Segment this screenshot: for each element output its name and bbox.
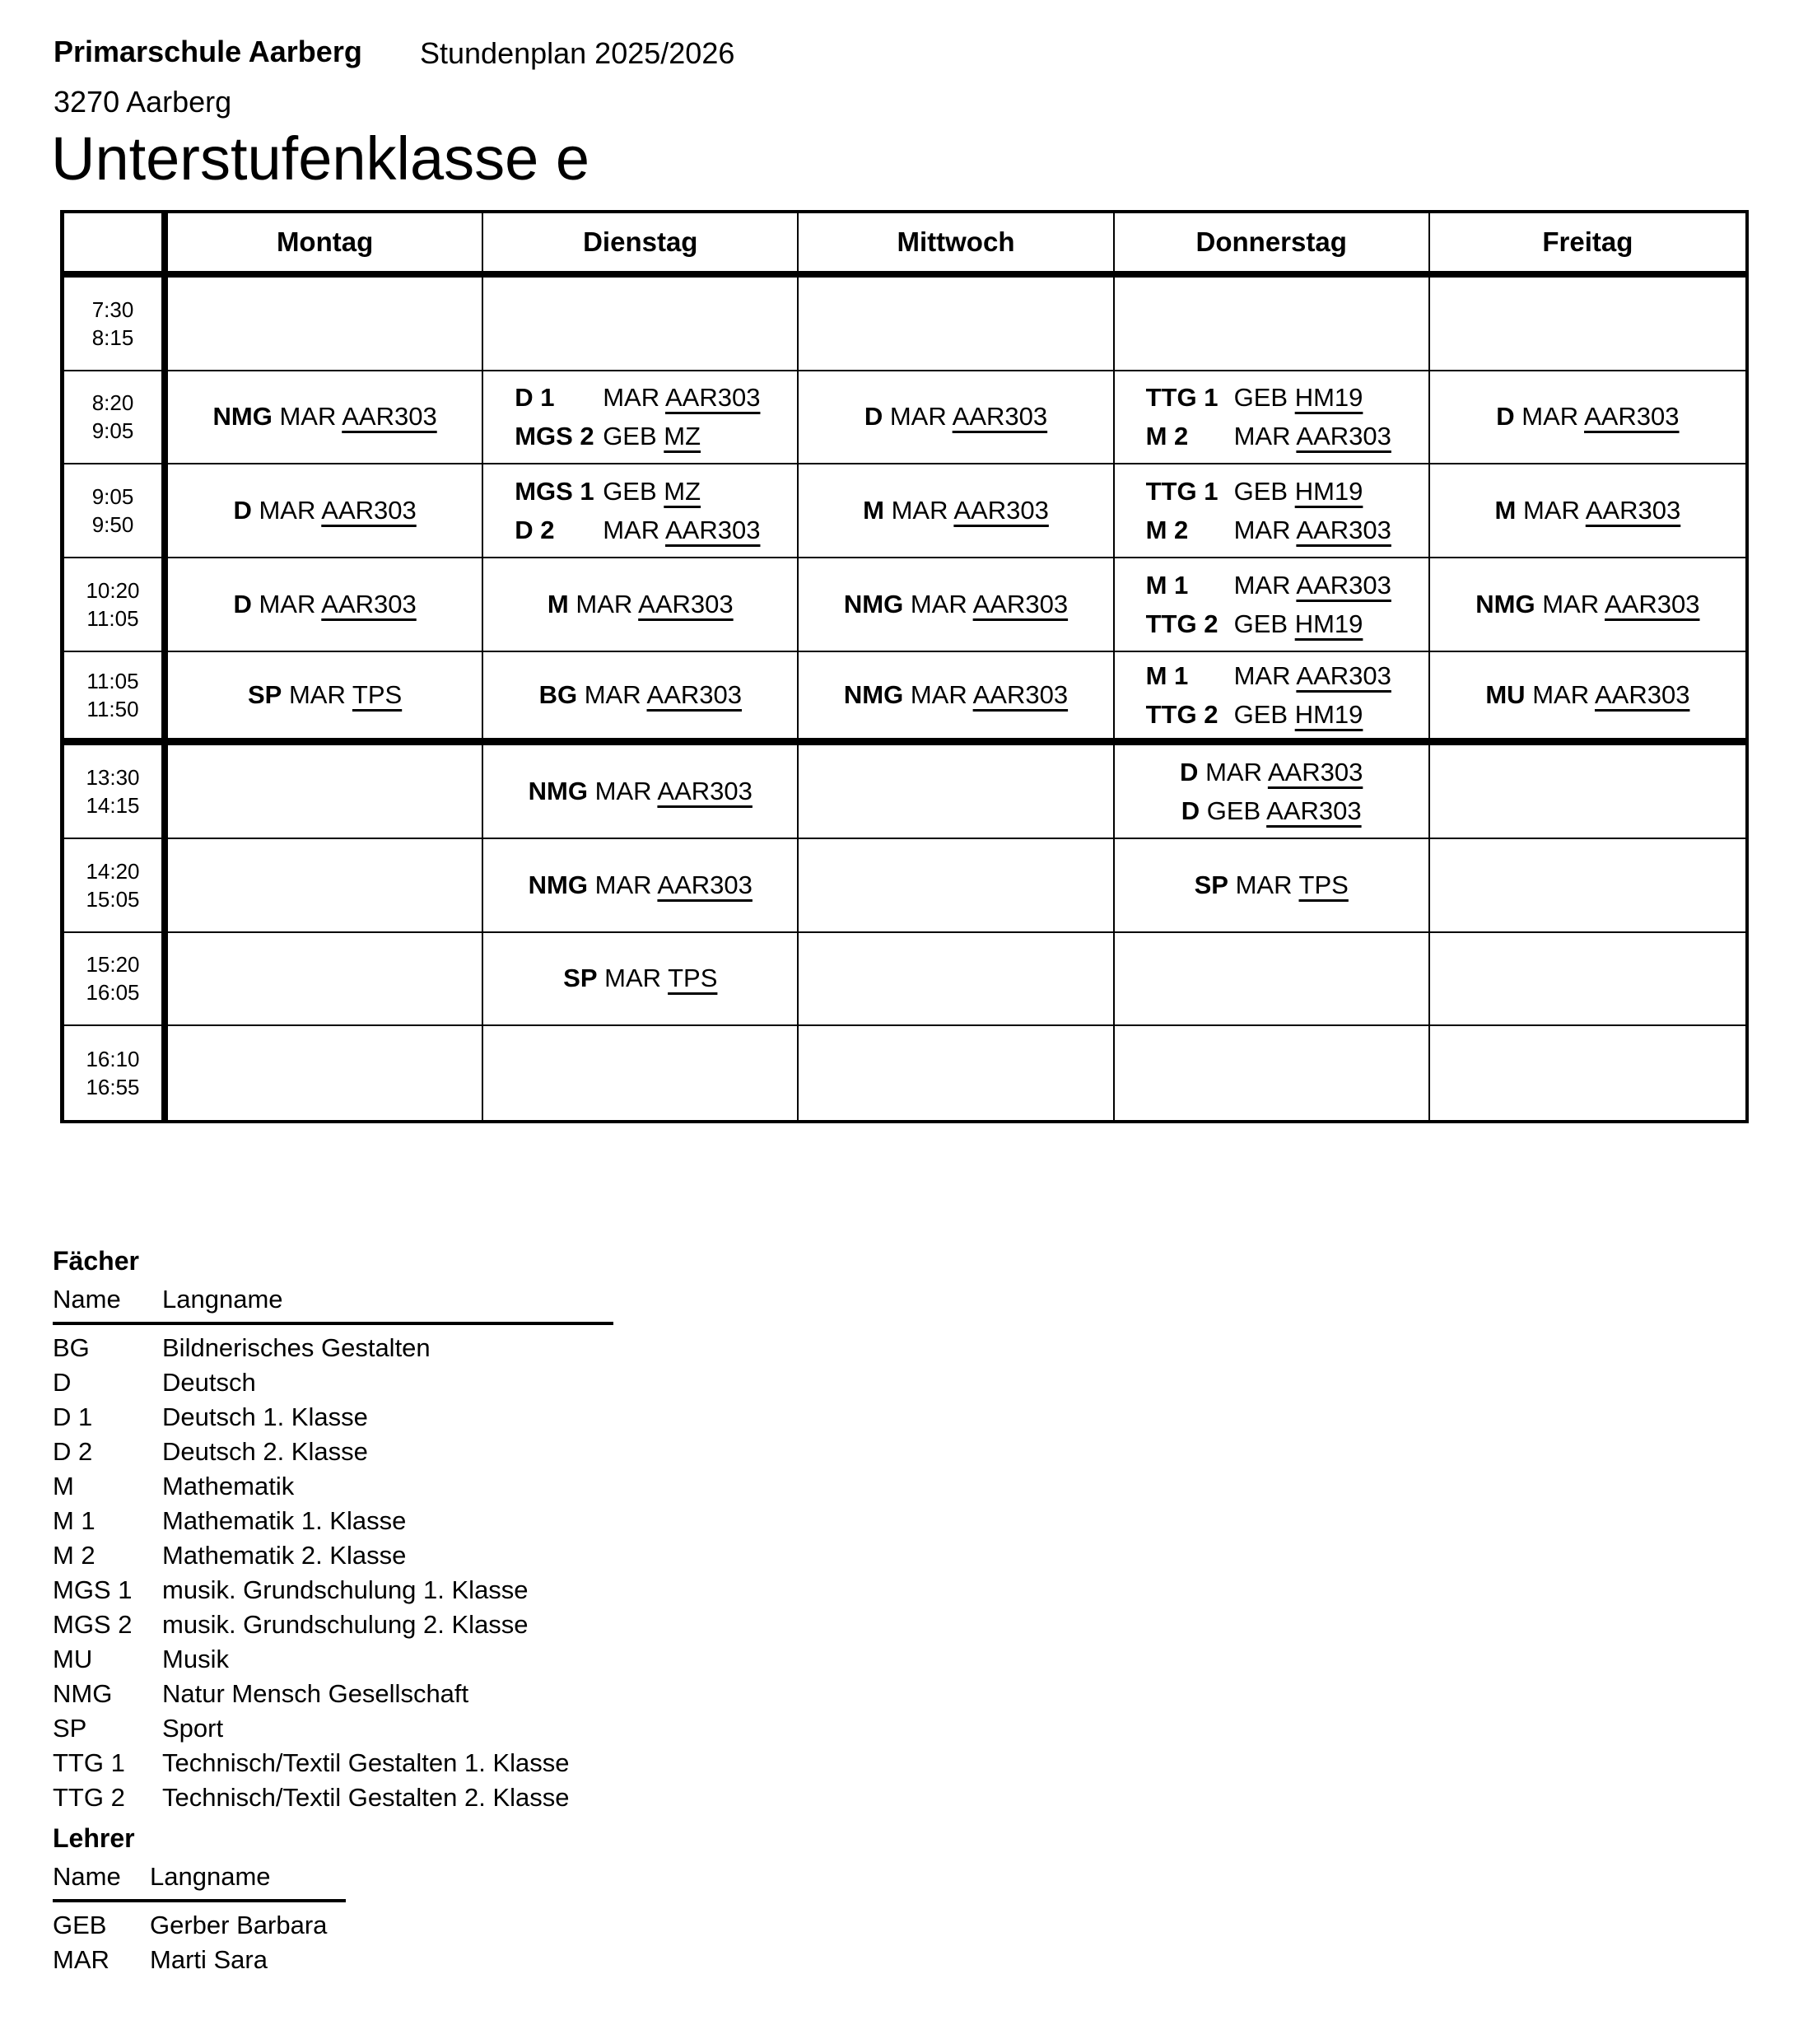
lesson-entry <box>233 590 416 619</box>
room-code: AAR303 <box>952 402 1048 432</box>
subject-row-longname: musik. Grundschulung 2. Klasse <box>162 1610 529 1639</box>
subject-code: TTG 2 <box>1145 699 1219 729</box>
timetable-cell <box>1115 278 1430 371</box>
subject-code: SP <box>247 679 282 709</box>
time-end: 14:15 <box>86 793 140 819</box>
timetable-cell <box>799 745 1114 839</box>
teacher-code: MAR <box>891 496 948 525</box>
timetable-cell <box>799 464 1114 558</box>
teacher-code: MAR <box>1233 516 1291 545</box>
subject-code: M 1 <box>1145 570 1189 600</box>
timetable-cell <box>1430 371 1745 465</box>
time-end: 11:50 <box>86 696 139 721</box>
lesson-pair <box>1180 753 1363 830</box>
subject-row-longname: Mathematik 1. Klasse <box>162 1506 407 1535</box>
timetable-cell <box>168 652 483 746</box>
subject-row-name: M 2 <box>53 1541 96 1570</box>
room-code: AAR303 <box>638 589 734 618</box>
subject-code: NMG <box>528 870 588 899</box>
room-code: AAR303 <box>972 679 1069 709</box>
timetable-cell <box>483 371 799 465</box>
subject-row-longname: Musik <box>162 1645 229 1673</box>
timetable-cell <box>1115 652 1430 746</box>
teacher-code: GEB <box>1233 699 1288 729</box>
room-code: MZ <box>664 477 701 506</box>
day-header <box>1115 213 1430 278</box>
time-end: 9:50 <box>91 512 134 538</box>
room-code: HM19 <box>1294 383 1363 413</box>
subject-row-longname: Deutsch <box>162 1368 256 1397</box>
day-header-label: Freitag <box>1542 226 1633 257</box>
room-code: AAR303 <box>1267 758 1363 787</box>
lesson-entry <box>1495 496 1681 525</box>
day-header <box>1430 213 1745 278</box>
room-code: MZ <box>664 422 701 451</box>
subject-row-name: D <box>53 1368 72 1397</box>
timetable-corner-cell <box>64 213 168 278</box>
timetable-cell <box>483 278 799 371</box>
day-header-label: Donnerstag <box>1195 226 1347 257</box>
timetable-cell <box>168 839 483 933</box>
teacher-code: MAR <box>1522 496 1580 525</box>
room-code: AAR303 <box>657 777 753 806</box>
teacher-room <box>603 378 797 417</box>
teacher-code: MAR <box>889 402 947 432</box>
lesson-entry <box>233 496 416 525</box>
lesson-entry <box>248 680 402 710</box>
teacher-code: MAR <box>1532 679 1590 709</box>
time-start: 15:20 <box>86 952 140 978</box>
subject-row-longname: musik. Grundschulung 1. Klasse <box>162 1575 529 1604</box>
timetable-cell <box>483 464 799 558</box>
teacher-code: MAR <box>1235 870 1293 899</box>
time-slot <box>64 839 168 933</box>
room-code: TPS <box>1298 870 1349 899</box>
room-code: AAR303 <box>972 589 1069 618</box>
teacher-code: MAR <box>279 402 337 432</box>
teachers-legend-heading: Lehrer <box>53 1823 135 1853</box>
timetable-cell <box>799 371 1114 465</box>
timetable-cell <box>1115 558 1430 652</box>
lesson-entry <box>548 590 734 619</box>
teacher-row-name: GEB <box>53 1911 107 1939</box>
room-code: HM19 <box>1294 699 1363 729</box>
subject-row-longname: Mathematik 2. Klasse <box>162 1541 407 1570</box>
teacher-code: MAR <box>1542 589 1600 618</box>
lesson-pair <box>483 378 797 455</box>
timetable-cell <box>1115 933 1430 1027</box>
lesson-entry <box>863 496 1049 525</box>
time-slot <box>64 745 168 839</box>
timetable-cell <box>168 464 483 558</box>
lesson-entry <box>864 402 1047 432</box>
time-start: 7:30 <box>91 296 134 322</box>
room-code: AAR303 <box>321 589 417 618</box>
time-slot <box>64 933 168 1027</box>
time-slot <box>64 464 168 558</box>
teacher-code: GEB <box>603 477 657 506</box>
subject-row-longname: Natur Mensch Gesellschaft <box>162 1679 469 1708</box>
time-end: 11:05 <box>86 605 139 631</box>
subject-code: NMG <box>1475 589 1535 618</box>
timetable-cell <box>483 558 799 652</box>
teacher-code: MAR <box>594 777 652 806</box>
lesson-pair <box>1115 566 1428 643</box>
timetable-cell <box>1430 558 1745 652</box>
day-header-label: Montag <box>276 226 374 257</box>
teachers-legend-col-name: Name <box>53 1862 121 1891</box>
teacher-room <box>1234 511 1428 549</box>
time-end: 16:05 <box>86 980 140 1006</box>
lesson-entry <box>1485 680 1689 710</box>
time-slot <box>64 652 168 746</box>
subjects-legend-heading: Fächer <box>53 1246 139 1276</box>
subject-code: D <box>1180 758 1199 787</box>
lesson-entry <box>529 777 753 806</box>
teacher-code: MAR <box>594 870 652 899</box>
teacher-code: GEB <box>603 422 657 451</box>
timetable-cell <box>168 933 483 1027</box>
room-code: HM19 <box>1294 477 1363 506</box>
teacher-room <box>1234 417 1428 455</box>
day-header <box>168 213 483 278</box>
subject-code: NMG <box>212 402 273 432</box>
subject-row-name: D 2 <box>53 1437 93 1466</box>
teacher-code: MAR <box>910 679 967 709</box>
timetable-cell <box>168 558 483 652</box>
room-code: AAR303 <box>664 516 761 545</box>
lesson-entry <box>212 402 436 432</box>
subject-code: M <box>1494 496 1517 525</box>
lesson-entry <box>563 964 717 993</box>
subject-code: SP <box>563 964 598 993</box>
timetable-cell <box>483 745 799 839</box>
subject-row-name: MGS 2 <box>53 1610 133 1639</box>
room-code: AAR303 <box>953 496 1049 525</box>
subject-code: SP <box>1194 870 1228 899</box>
timetable-cell <box>1430 278 1745 371</box>
lesson-pair <box>1115 656 1428 734</box>
day-header <box>483 213 799 278</box>
teacher-code: MAR <box>1233 422 1291 451</box>
lesson-pair <box>483 472 797 549</box>
subject-code: D <box>233 589 252 618</box>
teachers-legend-header-row <box>53 1862 346 1902</box>
room-code: AAR303 <box>342 402 437 432</box>
teacher-code: GEB <box>1233 383 1288 413</box>
time-slot <box>64 371 168 465</box>
subject-code: NMG <box>843 679 904 709</box>
teacher-code: MAR <box>575 589 633 618</box>
subject-code: D 2 <box>515 516 555 545</box>
timetable-cell <box>1115 1026 1430 1120</box>
time-start: 10:20 <box>86 577 140 603</box>
subjects-legend-items <box>53 1331 613 1815</box>
teacher-room <box>603 511 797 549</box>
timetable-cell <box>799 278 1114 371</box>
subject-code: MGS 1 <box>515 477 594 506</box>
subject-code: NMG <box>843 589 904 618</box>
subject-code: NMG <box>528 777 588 806</box>
lesson-entry <box>844 680 1068 710</box>
timetable-cell <box>1430 933 1745 1027</box>
room-code: AAR303 <box>664 383 761 413</box>
time-start: 14:20 <box>86 858 140 884</box>
day-header-label: Mittwoch <box>897 226 1015 257</box>
teacher-row-name: MAR <box>53 1945 110 1974</box>
time-end: 9:05 <box>91 418 134 444</box>
subject-code: M 1 <box>1145 660 1189 690</box>
room-code: TPS <box>352 679 403 709</box>
teacher-code: GEB <box>1233 609 1288 638</box>
room-code: AAR303 <box>1296 422 1391 451</box>
timetable-cell <box>1430 745 1745 839</box>
subject-code: M <box>547 589 569 618</box>
teacher-code: MAR <box>259 589 316 618</box>
timetable-cell <box>1430 1026 1745 1120</box>
timetable-cell <box>799 933 1114 1027</box>
subject-code: TTG 2 <box>1145 609 1219 638</box>
room-code: AAR303 <box>1584 402 1680 432</box>
teacher-code: MAR <box>1233 660 1291 690</box>
teacher-room <box>603 472 797 511</box>
subject-code: M <box>863 496 884 525</box>
teacher-room <box>1234 695 1428 734</box>
subject-row-longname: Technisch/Textil Gestalten 1. Klasse <box>162 1748 570 1777</box>
lesson-entry <box>844 590 1068 619</box>
time-start: 13:30 <box>86 765 140 791</box>
timetable-cell <box>799 1026 1114 1120</box>
time-slot <box>64 1026 168 1120</box>
room-code: AAR303 <box>1594 679 1690 709</box>
subject-code: MGS 2 <box>515 422 594 451</box>
teacher-row-longname: Gerber Barbara <box>150 1911 328 1939</box>
time-start: 16:10 <box>86 1047 140 1072</box>
time-start: 11:05 <box>86 668 139 693</box>
school-city: 3270 Aarberg <box>54 85 232 119</box>
timetable-cell <box>799 558 1114 652</box>
subject-row-name: SP <box>53 1714 87 1743</box>
lesson-entry <box>539 680 742 710</box>
teacher-code: MAR <box>603 383 660 413</box>
teacher-room <box>1234 656 1428 695</box>
time-end: 15:05 <box>86 886 140 912</box>
timetable-cell <box>483 933 799 1027</box>
subjects-legend-header-row <box>53 1285 613 1325</box>
teacher-room <box>603 417 797 455</box>
room-code: TPS <box>668 964 718 993</box>
school-name: Primarschule Aarberg <box>54 35 362 68</box>
day-header-label: Dienstag <box>583 226 698 257</box>
subject-row-name: TTG 1 <box>53 1748 125 1777</box>
subject-row-name: M <box>53 1472 74 1500</box>
time-end: 8:15 <box>91 324 134 350</box>
teachers-legend-items <box>53 1908 346 1977</box>
time-start: 8:20 <box>91 390 134 416</box>
teacher-code: MAR <box>259 496 316 525</box>
room-code: AAR303 <box>321 496 417 525</box>
plan-label: Stundenplan 2025/2026 <box>420 36 735 70</box>
subject-row-name: NMG <box>53 1679 113 1708</box>
timetable-cell <box>1115 839 1430 933</box>
lesson-pair <box>1115 472 1428 549</box>
time-slot <box>64 558 168 652</box>
timetable-cell <box>483 652 799 746</box>
timetable-cell <box>168 1026 483 1120</box>
timetable-grid <box>60 210 1749 1123</box>
teacher-code: GEB <box>1206 796 1261 826</box>
timetable-cell <box>1115 464 1430 558</box>
teacher-code: MAR <box>288 679 346 709</box>
subject-row-longname: Sport <box>162 1714 224 1743</box>
lesson-entry <box>529 870 753 900</box>
teacher-code: MAR <box>603 516 660 545</box>
subject-row-longname: Deutsch 2. Klasse <box>162 1437 368 1466</box>
time-end: 16:55 <box>86 1075 140 1100</box>
subject-row-name: M 1 <box>53 1506 96 1535</box>
teacher-code: MAR <box>1205 758 1262 787</box>
teacher-code: MAR <box>604 964 662 993</box>
subject-row-longname: Technisch/Textil Gestalten 2. Klasse <box>162 1783 570 1812</box>
teachers-legend-col-longname: Langname <box>150 1862 271 1891</box>
teacher-code: GEB <box>1233 477 1288 506</box>
timetable-cell <box>1115 371 1430 465</box>
subject-row-name: BG <box>53 1333 90 1362</box>
teacher-code: MAR <box>584 679 641 709</box>
timetable-cell <box>168 278 483 371</box>
subject-row-longname: Deutsch 1. Klasse <box>162 1402 368 1431</box>
lesson-entry <box>1195 870 1349 900</box>
teacher-code: MAR <box>1233 570 1291 600</box>
subjects-legend-col-name: Name <box>53 1285 121 1314</box>
room-code: AAR303 <box>657 870 753 899</box>
subject-code: D 1 <box>515 383 555 413</box>
subject-row-name: MU <box>53 1645 93 1673</box>
page-title: Unterstufenklasse e <box>51 124 590 193</box>
subject-code: M 2 <box>1145 422 1189 451</box>
subject-row-longname: Bildnerisches Gestalten <box>162 1333 431 1362</box>
subject-row-name: D 1 <box>53 1402 93 1431</box>
subject-code: D <box>1181 796 1200 826</box>
time-slot <box>64 278 168 371</box>
timetable-cell <box>168 745 483 839</box>
timetable-cell <box>799 652 1114 746</box>
teacher-room <box>1234 604 1428 643</box>
room-code: HM19 <box>1294 609 1363 638</box>
day-header <box>799 213 1114 278</box>
subject-code: TTG 1 <box>1145 477 1219 506</box>
room-code: AAR303 <box>1296 570 1391 600</box>
timetable-cell <box>168 371 483 465</box>
subject-code: M 2 <box>1145 516 1189 545</box>
room-code: AAR303 <box>1585 496 1681 525</box>
room-code: AAR303 <box>646 679 742 709</box>
timetable-cell <box>1430 464 1745 558</box>
subjects-legend-col-longname: Langname <box>162 1285 283 1314</box>
subject-code: BG <box>538 679 578 709</box>
subject-code: TTG 1 <box>1145 383 1219 413</box>
teacher-row-longname: Marti Sara <box>150 1945 268 1974</box>
teacher-room <box>1234 378 1428 417</box>
time-start: 9:05 <box>91 484 134 510</box>
timetable-cell <box>799 839 1114 933</box>
timetable-cell <box>1430 652 1745 746</box>
teacher-code: MAR <box>1521 402 1579 432</box>
room-code: AAR303 <box>1266 796 1362 826</box>
lesson-entry <box>1180 791 1363 830</box>
subject-code: D <box>1496 402 1515 432</box>
teachers-legend <box>53 1822 346 1977</box>
subjects-legend <box>53 1245 613 1815</box>
lesson-entry <box>1475 590 1699 619</box>
timetable-cell <box>1115 745 1430 839</box>
subject-row-longname: Mathematik <box>162 1472 295 1500</box>
subject-code: MU <box>1485 679 1526 709</box>
subject-code: D <box>233 496 252 525</box>
subject-code: D <box>864 402 883 432</box>
lesson-entry <box>1496 402 1679 432</box>
room-code: AAR303 <box>1605 589 1700 618</box>
teacher-code: MAR <box>910 589 967 618</box>
teacher-room <box>1234 472 1428 511</box>
timetable-cell <box>483 839 799 933</box>
subject-row-name: TTG 2 <box>53 1783 125 1812</box>
room-code: AAR303 <box>1296 660 1391 690</box>
subject-row-name: MGS 1 <box>53 1575 133 1604</box>
timetable-cell <box>1430 839 1745 933</box>
lesson-pair <box>1115 378 1428 455</box>
room-code: AAR303 <box>1296 516 1391 545</box>
timetable-cell <box>483 1026 799 1120</box>
lesson-entry <box>1180 753 1363 791</box>
teacher-room <box>1234 566 1428 604</box>
